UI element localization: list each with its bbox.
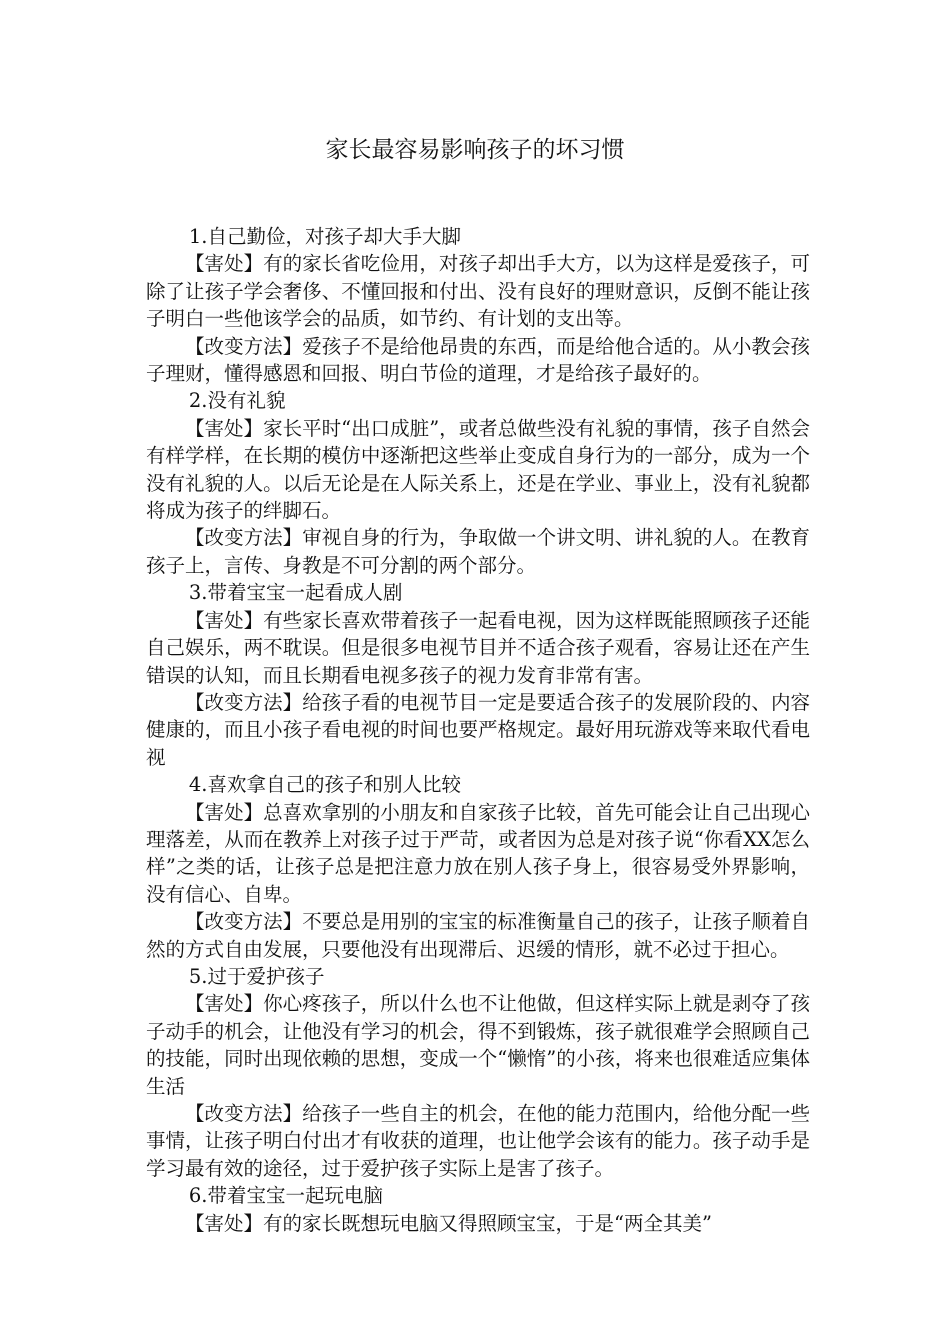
section-heading: 6.带着宝宝一起玩电脑 (188, 1184, 383, 1208)
fix-paragraph: 【改变方法】爱孩子不是给他昂贵的东西，而是给他合适的。从小教会孩子理财，懂得感恩和回报、明白节俭的道理，才是给孩子最好的。 (146, 334, 810, 386)
harm-paragraph: 【害处】有些家长喜欢带着孩子一起看电视，因为这样既能照顾孩子还能自己娱乐，两不耽误。但是很多电视节目并不适合孩子观看，容易让还在产生错误的认知，而且长期看电视多孩子的视力发育非常有害。 (146, 608, 810, 687)
fix-paragraph: 【改变方法】给孩子一些自主的机会，在他的能力范围内，给他分配一些事情，让孩子明白付出才有收获的道理，也让他学会该有的能力。孩子动手是学习最有效的途径，过于爱护孩子实际上是害了孩子。 (146, 1102, 810, 1180)
harm-paragraph: 【害处】你心疼孩子，所以什么也不让他做，但这样实际上就是剥夺了孩子动手的机会，让他没有学习的机会，得不到锻炼，孩子就很难学会照顾自己的技能，同时出现依赖的思想，变成一个“懒惰”的小孩，将来也很难适应集体生活 (146, 992, 810, 1098)
document-body (146, 223, 810, 1237)
fix-paragraph: 【改变方法】不要总是用别的宝宝的标准衡量自己的孩子，让孩子顺着自然的方式自由发展，只要他没有出现滞后、迟缓的情形，就不必过于担心。 (146, 910, 810, 961)
fix-paragraph: 【改变方法】给孩子看的电视节目一定是要适合孩子的发展阶段的、内容健康的，而且小孩子看电视的时间也要严格规定。最好用玩游戏等来取代看电视 (146, 690, 810, 769)
fix-paragraph: 【改变方法】审视自身的行为，争取做一个讲文明、讲礼貌的人。在教育孩子上，言传、身教是不可分割的两个部分。 (146, 526, 810, 577)
document-title: 家长最容易影响孩子的坏习惯 (325, 137, 625, 163)
harm-paragraph: 【害处】家长平时“出口成脏”，或者总做些没有礼貌的事情，孩子自然会有样学样，在长期的模仿中逐渐把这些举止变成自身行为的一部分，成为一个没有礼貌的人。以后无论是在人际关系上，还是在学业、事业上，没有礼貌都将成为孩子的绊脚石。 (146, 416, 810, 523)
harm-paragraph: 【害处】总喜欢拿别的小朋友和自家孩子比较，首先可能会让自己出现心理落差，从而在教养上对孩子过于严苛，或者因为总是对孩子说“你看XX怎么样”之类的话，让孩子总是把注意力放在别人孩子身上，很容易受外界影响，没有信心、自卑。 (146, 800, 810, 906)
section-heading: 4.喜欢拿自己的孩子和别人比较 (188, 773, 461, 797)
section-heading: 5.过于爱护孩子 (188, 964, 325, 988)
section-heading: 3.带着宝宝一起看成人剧 (188, 581, 403, 605)
section-heading: 2.没有礼貌 (188, 389, 286, 413)
harm-paragraph: 【害处】有的家长省吃俭用，对孩子却出手大方，以为这样是爱孩子，可除了让孩子学会奢侈、不懂回报和付出、没有良好的理财意识，反倒不能让孩子明白一些他该学会的品质，如节约、有计划的支出等。 (146, 252, 810, 331)
harm-paragraph: 【害处】有的家长既想玩电脑又得照顾宝宝，于是“两全其美” (185, 1211, 712, 1235)
section-heading: 1.自己勤俭，对孩子却大手大脚 (188, 225, 461, 248)
